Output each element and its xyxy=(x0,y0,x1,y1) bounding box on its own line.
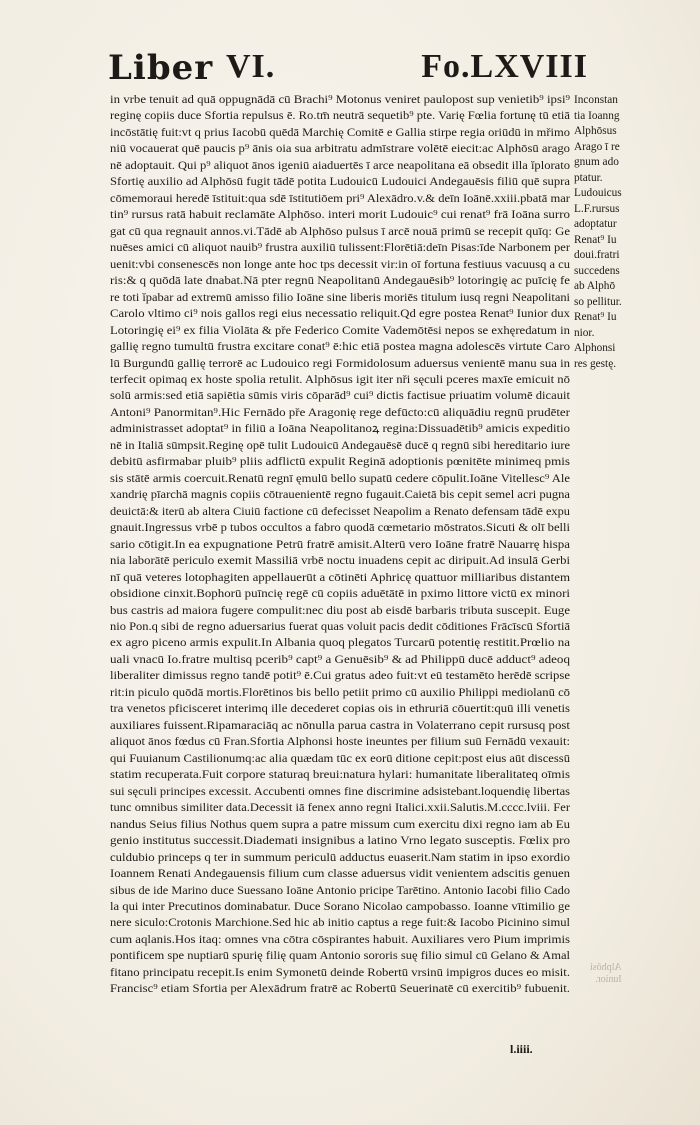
header-liber: Liber xyxy=(108,48,214,88)
text-line: sui sęculi principes excessit. Accubenti omnes fine discrimine adsistebant.loquendię libertas xyxy=(110,785,570,798)
text-line: nandus Seius filius Nothus quem supra a patre missum cum exercitu dixi regno iam ab Eu xyxy=(110,818,570,831)
margin-note-line: Renat⁹ Iu xyxy=(574,311,617,323)
text-line: ris:& q quōdā late dnabat.Nā pter regnū Neapolitanū Andegauēsib⁹ lotoringię ac puīcię fe xyxy=(110,275,570,288)
text-line: tunc omnibus similiter data.Decessit iā fenex anno regni Italici.xxii.Salutis.M.cccc.lviii. Fer xyxy=(110,802,570,815)
text-line: Ioannem Renati Andegauensis filium cum classe aduersus vidit venientem adscitis genuen xyxy=(110,868,570,881)
text-line: statim recuperata.Fuit corpore staturaq breui:natura hylari: humanitate liberalitateq oīmis xyxy=(110,769,570,782)
text-line: re toti ĭpabar ad extremū amisso filio Ioāne sine liberis moriēs titulum iusq regni Neapolitani xyxy=(110,291,570,304)
text-line: bus castris ad maiora fugere compulit:nec diu post ab eisdē barbaris tributa suscepit. Euge xyxy=(110,604,570,617)
text-line: uenit:vbi consenescēs non longe ante hoc tps decessit vir:in oī fortuna festiuus vacuusq a cu xyxy=(110,258,570,271)
header-book-number: VI. xyxy=(226,48,276,85)
margin-note-line: adoptatur xyxy=(574,218,617,230)
text-line: culdubio princeps q ter in summum periculū adductus euaserit.Nam statim in ipso exordio xyxy=(110,851,570,864)
margin-note-line: Inconstan xyxy=(574,94,618,106)
text-line: aliquot ānos fœdus cū Fran.Sfortia Alphonsi hoste ineuntes per filium suū Fernādū vexauit: xyxy=(110,736,570,749)
text-line: Lotoringię ei⁹ ex filia Violāta & pře Federico Comite Vademōtēsi nepos se exhęredatum in xyxy=(110,324,570,337)
text-line: administrasset adoptat⁹ in filiū a Ioāna Neapolitanoꝝ regina:Dissuadētib⁹ amicis expeditio xyxy=(110,423,570,436)
margin-note-line: Renat⁹ Iu xyxy=(574,233,617,246)
text-line: Sfortię auxilio ad Alphōsū fugit tādē potita Ludouicū Ludouici Andegauēsis filiū quē supra xyxy=(110,176,570,189)
text-line: terfecit opimaq ex hoste spolia retulit. Alphōsus igit iter nři sęculi pceres maxīe emicuit nō xyxy=(110,373,570,386)
margin-note-line: doui.fratri xyxy=(574,249,620,261)
text-line: reginę copiis duce Sfortia repulsus ē. Ro.tm̄ neutrā sequetib⁹ pte. Varię Fœlia fortunę tū etiā xyxy=(110,110,570,123)
text-line: sis stātē armis coercuit.Renatū regnī ęmulū bello supatū cedere cōpulit.Ioāne Vitellesc⁹ Ale xyxy=(110,472,570,485)
text-line: la qui inter Precutinos dominabatur. Duce Sorano Nicolao campobasso. Ioanne vītimilio ge xyxy=(110,900,570,913)
margin-note-line: nior. xyxy=(574,326,595,339)
text-line: in vrbe tenuit ad quā oppugnādā cū Brachi⁹ Motonus veniret paulopost sup venietib⁹ ipsi⁹ xyxy=(110,94,570,106)
text-line: cum aqlanis.Hos itaq: omnes vna cōtra cōspirantes habuit. Auxiliares vero Pium imprimis xyxy=(110,933,570,946)
margin-note-line: succedens xyxy=(574,264,620,277)
margin-note-line: so pellitur. xyxy=(574,295,622,308)
text-line: genio institutus successit.Diademati insignibus a latino Vrno legato susceptis. Fœlix pro xyxy=(110,835,570,848)
text-line: sario cōtigit.In ea expugnatione Petrū fratrē amisit.Alterū vero Ioāne fratrē Nauarrę hispa xyxy=(110,538,570,551)
text-line: niū vocauerat quē paucis p⁹ ānis oia sua arbitratu admīstrare volētē eiecit:ac Alphōsū arago xyxy=(110,143,570,156)
text-line: tin⁹ rursus ratā habuit reclamāte Alphōso. interi morit Ludouic⁹ cui renat⁹ frā Ioāna surro xyxy=(110,209,570,222)
margin-note-line: L.F.rursus xyxy=(574,202,620,215)
text-line: Francisc⁹ etiam Sfortia per Alexādrum fratrē ac Robertū Seuerinatē cū exercitib⁹ fubuenit. xyxy=(110,983,570,996)
text-line: Antoni⁹ Panormitan⁹.Hic Fernādo pře Aragonię rege defūcto:cū aliquādiu regnū prudēter xyxy=(110,406,570,419)
margin-note-line: gnum ado xyxy=(574,156,619,168)
text-line: sibus de ide Marino duce Suessano Ioāne Antonio pricipe Tarētino. Antonio Iacobi filio Cado xyxy=(110,884,570,897)
margin-note-line: Ludouicus xyxy=(574,187,622,199)
text-line: lū Burgundū gallię terrorē ac Ludouico regi Formidolosum aduersus venientē manu sua in xyxy=(110,357,570,370)
text-line: nio Pon.q sibi de regno aduersarius fuerat quas voluit pacis dedit cōditiones Frācīscū Sfortiā xyxy=(110,621,570,633)
margin-note-line: ptatur. xyxy=(574,171,603,184)
text-line: deuictā:& iterū ab altera Ciuiū factione cū defecisset Neapolim a Renato defensam tādē expu xyxy=(110,505,570,518)
text-line: rit:in piculo quōdā mortis.Florētinos bis bello petiit primo cū auxilio Philippi mediolanū cō xyxy=(110,686,570,699)
text-line: ex agro piceno armis expulit.In Albania quoq plegatos Turcarū potentię restitit.Prœlio na xyxy=(110,637,570,650)
text-line: nī quā veteres lotophagiten appellauerūt a cōtinēti Aphricę quattuor milliaribus distantem xyxy=(110,571,570,584)
text-line: obsidione cinxit.Bophorū puīncię regē cū copiis aduētātē in pximo littore victū ex minori xyxy=(110,588,570,601)
text-line: gnauit.Ingressus vrbē p tubos occultos a fabro quodā cœmetario mōstratos.Sicuti & olī belli xyxy=(110,522,570,535)
text-line: gallię regno tumultū frustra excitare conat⁹ ē:hic etiā postea magna adolescēs virtute Caro xyxy=(110,341,570,354)
text-line: liberaliter dimissus regno tandē potit⁹ ē.Cui gratus adeo fuit:vt eū testamēto herēdē scripse xyxy=(110,670,570,683)
margin-note-line: res gestę. xyxy=(574,357,617,370)
text-line: debitū asfirmabar pluib⁹ pliis adflictū expulit Reginā adoptionis pœnitēte minimeq pmis xyxy=(110,456,570,469)
bleed-through-text xyxy=(590,962,622,986)
margin-note-line: Alphonsi xyxy=(574,342,616,354)
margin-note-line: tia Ioanng xyxy=(574,109,620,122)
margin-note-line: Alphōsus xyxy=(574,125,617,137)
margin-note-line: Arago ī re xyxy=(574,140,620,153)
text-line: nere siculo:Crotonis Marchione.Sed hic ab initio captus a rege fuit:& Iacobo Picinino simul xyxy=(110,917,570,930)
text-line: qui Fuuianum Castilionumq:ac alia quædam tūc ex eorū ditione cepit:post eius aūt discessū xyxy=(110,752,570,765)
text-line: pontificem spe nuptiarū spurię filię quam Antonio sororis suę filio simul cū Gelano & Amal xyxy=(110,950,570,963)
text-line: gat cū qua regnauit annos.vi.Tādē ab Alphōso pulsus ī arcē nouā primū se recepit quīq: Ge xyxy=(110,225,570,238)
text-line: nē adoptauit. Qui p⁹ aliquot ānos igeniū aiaduertēs ī arce neapolitana eā obsedit illa ĭplorato xyxy=(110,159,570,172)
text-line: uali vnacū Io.fratre multisq pcerib⁹ capt⁹ a Genuēsib⁹ & ad Philippū ducē adduct⁹ adeoq xyxy=(110,653,570,666)
text-line: nuēses amici cū aliquot nauib⁹ frustra auxiliū tulissent:Florētiā:deīn Pisas:īde Narbonem per xyxy=(110,242,570,255)
text-line: tra venetos pficisceret interimq ille decederet copias ois in ethruriā cōuertit:quū illi venetis xyxy=(110,703,570,716)
text-line: xandrię pīarchā magnis copiis cōtrauenientē regno fugauit.Caietā bis cepit semel acri pugna xyxy=(110,489,570,502)
text-line: solū armis:sed etiā sapiētia sūmis viris cōparād⁹ cui⁹ dictis factisue priuatim volumē dicauit xyxy=(110,390,570,403)
header-folio-number: Fo.LXVIII xyxy=(421,48,588,85)
marginal-notes xyxy=(574,93,654,372)
ghost-line: Alphōsi xyxy=(590,962,622,973)
text-line: cōmemoraui heredē īstituit:qua sdē īstitutiōem pri⁹ Alexādro.v.& deīn Ioānē.xxiii.pbatā mar xyxy=(110,192,570,205)
text-line: nia laborātē periculo exemit Massiliā vrbē noctu inuadens cepit ac diripuit.Ad insulā Gerbi xyxy=(110,555,570,568)
signature-mark: l.iiii. xyxy=(510,1042,533,1056)
main-text-column xyxy=(110,92,570,998)
text-line: nē in Italiā sūmpsit.Reginę opē tulit Ludouicū Andegauēsē ducē q regnū sibi hereditario iure xyxy=(110,439,570,452)
text-line: auxiliares fuissent.Ripamaraciāq ac nōnulla parua castra in Volaterrano cepit rursusq post xyxy=(110,719,570,732)
margin-note-line: ab Alphō xyxy=(574,280,616,292)
ghost-line: Iunior. xyxy=(595,974,622,985)
page-header xyxy=(108,48,588,92)
text-line: Carolo vltimo ci⁹ nois gallos regi eius necessatio reliquit.Qd egre postea Renat⁹ Iunior dux xyxy=(110,308,570,321)
text-line: incōstātię fuit:vt q prius Iacobū quēdā Marchię Comitē e Gallia stirpe regia oriūdū in mřimo xyxy=(110,126,570,139)
text-line: fitano principatu recepit.Is enim Symonetū deinde Robertū vrsinū impigros duces eo misit. xyxy=(110,966,570,979)
